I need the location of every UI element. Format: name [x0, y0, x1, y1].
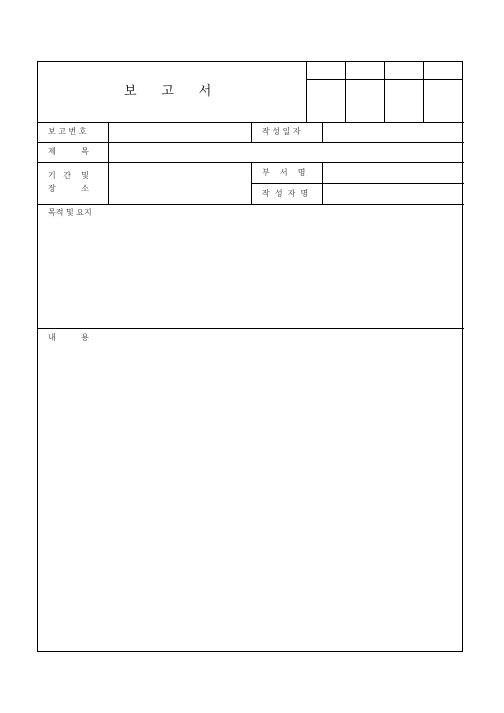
period-place-field[interactable]: [110, 166, 250, 202]
report-no-label: 보 고 번 호: [48, 127, 87, 136]
date-written-label: 작 성 일 자: [262, 127, 301, 136]
report-no-field[interactable]: [110, 127, 250, 141]
date-written-field[interactable]: [324, 127, 462, 141]
author-field[interactable]: [324, 189, 462, 203]
content-field[interactable]: [48, 348, 458, 646]
approval-slot-2[interactable]: [346, 80, 384, 122]
content-label: 내 용: [48, 333, 89, 342]
approval-box: [306, 62, 463, 122]
approval-slot-1[interactable]: [307, 80, 345, 122]
purpose-label: 목적 및 요지: [48, 208, 92, 217]
place-label: 장 소: [48, 184, 89, 193]
purpose-field[interactable]: [48, 222, 458, 324]
department-label: 부 서 명: [262, 168, 306, 177]
subject-label: 제 목: [48, 147, 89, 156]
department-field[interactable]: [324, 168, 462, 182]
approval-slot-4[interactable]: [424, 80, 463, 122]
page-title: 보 고 서: [124, 84, 212, 99]
author-label: 작 성 자 명: [262, 189, 309, 198]
period-label: 기 간 및: [48, 171, 89, 180]
subject-field[interactable]: [110, 147, 462, 161]
approval-slot-3[interactable]: [385, 80, 423, 122]
report-form: [37, 61, 463, 652]
